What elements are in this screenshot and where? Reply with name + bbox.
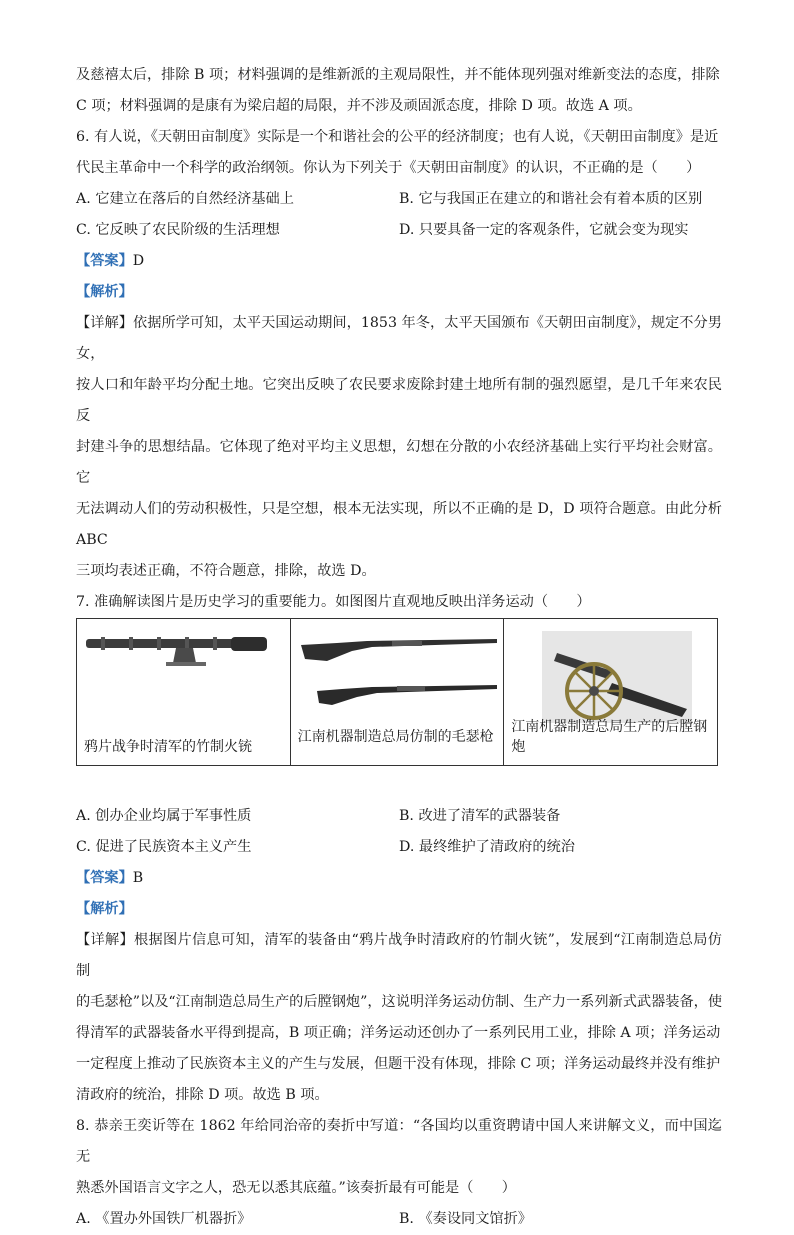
image-cell-musket (77, 619, 291, 766)
intro-line: C 项；材料强调的是康有为梁启超的局限，并不涉及顽固派态度，排除 D 项。故选 A 项。 (76, 98, 642, 114)
detail-text: 根据图片信息可知，清军的装备由“鸦片战争时清政府的竹制火铳”，发展到“江南制造总局仿制 (76, 932, 722, 979)
q6-detail: 三项均表述正确，不符合题意，排除，故选 D。 (76, 563, 376, 579)
cannon-icon (542, 631, 692, 723)
image-cell-cannon (504, 619, 718, 766)
analysis-label: 【解析】 (76, 284, 133, 300)
q6-detail: 封建斗争的思想结晶。它体现了绝对平均主义思想，幻想在分散的小农经济基础上实行平均社会财富。它 (76, 439, 722, 486)
q7-detail: 清政府的统治，排除 D 项。故选 B 项。 (76, 1087, 329, 1103)
q7-stem: 7. 准确解读图片是历史学习的重要能力。如图图片直观地反映出洋务运动（ ） (76, 594, 591, 610)
q6-stem: 6. 有人说，《天朝田亩制度》实际是一个和谐社会的公平的经济制度；也有人说，《天朝田亩制度》是近 (76, 129, 719, 145)
q7-options-row (76, 801, 722, 832)
q8-option-b[interactable]: B. 《奏设同文馆折》 (399, 1211, 532, 1227)
q6-options-row (76, 184, 722, 215)
image-caption: 江南机器制造总局生产的后膛钢炮 (511, 719, 708, 755)
answer-value: D (132, 253, 145, 269)
detail-label: 【详解】 (76, 315, 133, 331)
image-caption: 鸦片战争时清军的竹制火铳 (84, 739, 252, 755)
q6-stem: 代民主革命中一个科学的政治纲领。你认为下列关于《天朝田亩制度》的认识，不正确的是（ ） (76, 160, 701, 176)
q7-answer (76, 863, 722, 894)
detail-text: 依据所学可知，太平天国运动期间，1853 年冬，太平天国颁布《天朝田亩制度》，规定不分男女， (76, 315, 722, 362)
q8-stem: 8. 恭亲王奕䜣等在 1862 年给同治帝的奏折中写道：“各国均以重资聘请中国人来讲解文义，而中国迄无 (76, 1118, 722, 1165)
q7-detail: 一定程度上推动了民族资本主义的产生与发展，但题干没有体现，排除 C 项；洋务运动最终并没有维护 (76, 1056, 721, 1072)
q6-detail: 无法调动人们的劳动积极性，只是空想，根本无法实现，所以不正确的是 D，D 项符合题意。由此分析 ABC (76, 501, 722, 548)
intro-line: 及慈禧太后，排除 B 项；材料强调的是维新派的主观局限性，并不能体现列强对维新变法的态度，排除 (76, 67, 720, 83)
q6-option-c[interactable]: C. 它反映了农民阶级的生活理想 (76, 222, 280, 238)
analysis-label: 【解析】 (76, 901, 133, 917)
q7-option-a[interactable]: A. 创办企业均属于军事性质 (76, 808, 252, 824)
q7-image-table (76, 618, 718, 766)
image-cell-rifles (290, 619, 504, 766)
q6-option-b[interactable]: B. 它与我国正在建立的和谐社会有着本质的区别 (399, 191, 703, 207)
q6-option-a[interactable]: A. 它建立在落后的自然经济基础上 (76, 191, 294, 207)
q7-detail (76, 925, 722, 987)
q8-options-row (76, 1204, 722, 1235)
document-page (76, 60, 722, 1235)
rifles-icon (297, 631, 502, 707)
q6-options-row (76, 215, 722, 246)
q7-option-c[interactable]: C. 促进了民族资本主义产生 (76, 839, 252, 855)
answer-value: B (132, 870, 144, 886)
q7-option-b[interactable]: B. 改进了清军的武器装备 (399, 808, 561, 824)
q6-answer (76, 246, 722, 277)
q6-option-d[interactable]: D. 只要具备一定的客观条件，它就会变为现实 (399, 222, 689, 238)
q7-options-row (76, 832, 722, 863)
detail-label: 【详解】 (76, 932, 135, 948)
q7-detail: 的毛瑟枪”以及“江南制造总局生产的后膛钢炮”，这说明洋务运动仿制、生产力一系列新式武器装备，使 (76, 994, 723, 1010)
q7-analysis (76, 894, 722, 925)
q6-detail: 按人口和年龄平均分配土地。它突出反映了农民要求废除封建土地所有制的强烈愿望，是几千年来农民反 (76, 377, 722, 424)
q8-option-a[interactable]: A. 《置办外国铁厂机器折》 (76, 1211, 252, 1227)
answer-label: 【答案】 (76, 253, 133, 269)
answer-label: 【答案】 (76, 870, 133, 886)
q7-option-d[interactable]: D. 最终维护了清政府的统治 (399, 839, 575, 855)
q6-detail (76, 308, 722, 370)
q7-detail: 得清军的武器装备水平得到提高，B 项正确；洋务运动还创办了一系列民用工业，排除 A 项；洋务运动 (76, 1025, 721, 1041)
q8-stem: 熟悉外国语言文字之人，恐无以悉其底蕴。”该奏折最有可能是（ ） (76, 1180, 516, 1196)
q6-analysis (76, 277, 722, 308)
image-caption: 江南机器制造总局仿制的毛瑟枪 (297, 729, 494, 745)
bamboo-musket-icon (81, 627, 271, 677)
